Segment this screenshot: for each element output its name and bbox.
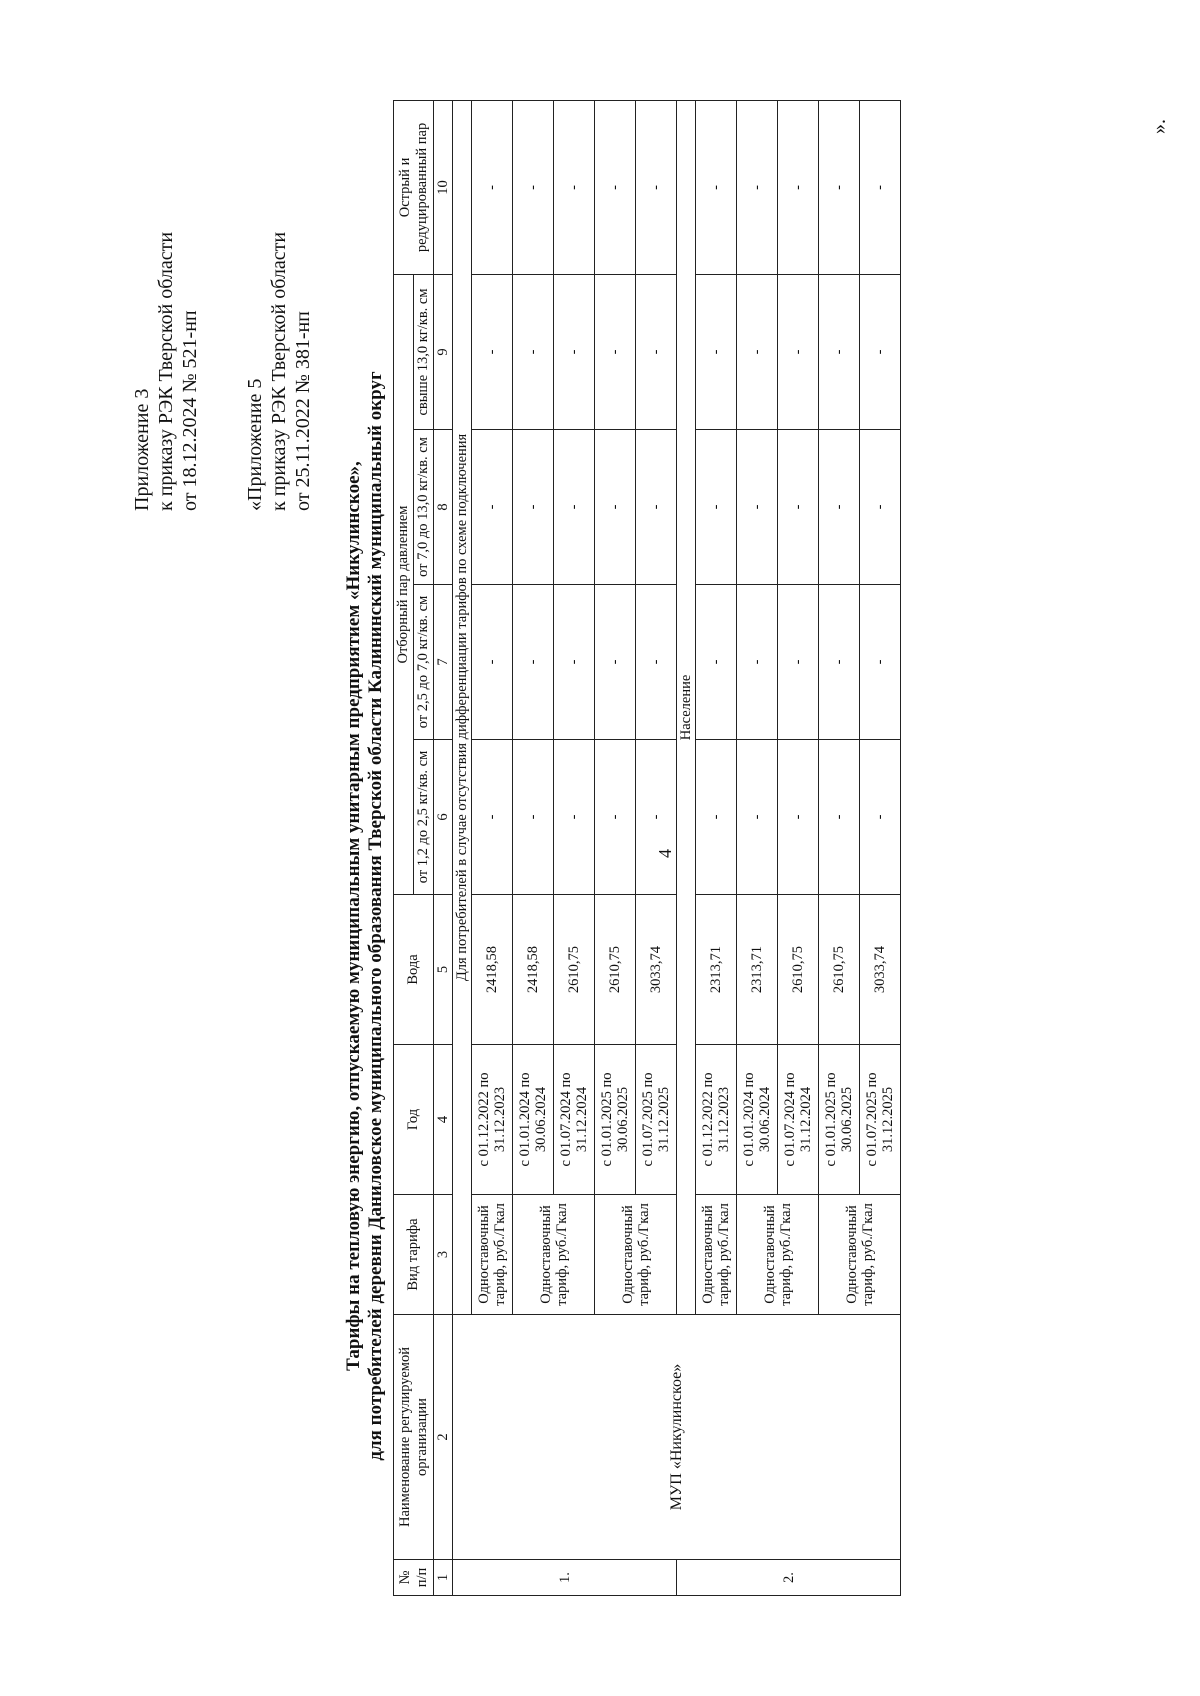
tariff-water: 2418,58 [472, 895, 513, 1045]
header-steam-2: от 2,5 до 7,0 кг/кв. см [414, 585, 434, 740]
tariff-steam-3: - [513, 430, 554, 585]
tariff-period: с 01.07.2025 по 31.12.2025 [636, 1045, 677, 1195]
section-index: 1. [453, 1560, 677, 1596]
tariff-steam-2: - [595, 585, 636, 740]
tariff-steam-1: - [636, 740, 677, 895]
annex-current-line3: от 18.12.2024 № 521-нп [179, 310, 201, 511]
tariff-steam-4: - [472, 274, 513, 429]
col-number: 9 [434, 274, 453, 429]
tariff-steam-1: - [554, 740, 595, 895]
header-type: Вид тарифа [394, 1195, 434, 1315]
tariff-water: 2610,75 [819, 895, 860, 1045]
tariff-steam-1: - [595, 740, 636, 895]
annex-original-line1: «Приложение 5 [244, 378, 266, 511]
tariff-steam-4: - [860, 274, 901, 429]
header-steam-1: от 1,2 до 2,5 кг/кв. см [414, 740, 434, 895]
tariff-water: 2610,75 [595, 895, 636, 1045]
tariff-sharp-steam: - [636, 100, 677, 274]
header-num: № п/п [394, 1560, 434, 1596]
col-number: 3 [434, 1195, 453, 1315]
tariff-period: с 01.01.2024 по 30.06.2024 [737, 1045, 778, 1195]
header-steam-3: от 7,0 до 13,0 кг/кв. см [414, 430, 434, 585]
tariff-water: 2313,71 [696, 895, 737, 1045]
tariff-steam-3: - [819, 430, 860, 585]
tariff-sharp-steam: - [595, 100, 636, 274]
tariff-steam-2: - [778, 585, 819, 740]
closing-quote-mark: ». [1148, 119, 1170, 134]
tariff-water: 3033,74 [636, 895, 677, 1045]
tariff-steam-4: - [595, 274, 636, 429]
title-line2: для потребителей деревни Даниловское муниципального образования Тверской области Калининский муниципальный округ [365, 371, 386, 1461]
annex-original-line3: от 25.11.2022 № 381-нп [292, 311, 314, 511]
annex-current-line1: Приложение 3 [131, 388, 153, 511]
tariff-period: с 01.12.2022 по 31.12.2023 [472, 1045, 513, 1195]
col-number: 5 [434, 895, 453, 1045]
tariff-table [393, 100, 901, 1596]
header-org: Наименование регулируемой организации [394, 1315, 434, 1560]
annex-current-line2: к приказу РЭК Тверской области [155, 231, 177, 511]
tariff-sharp-steam: - [696, 100, 737, 274]
col-number: 4 [434, 1045, 453, 1195]
tariff-steam-1: - [778, 740, 819, 895]
section-title: Для потребителей в случае отсутствия дифференциации тарифов по схеме подключения [453, 100, 472, 1314]
tariff-steam-4: - [696, 274, 737, 429]
tariff-period: с 01.01.2025 по 30.06.2025 [595, 1045, 636, 1195]
col-number: 6 [434, 740, 453, 895]
annex-current [130, 232, 202, 511]
section-row [453, 100, 472, 1595]
tariff-sharp-steam: - [513, 100, 554, 274]
tariff-steam-1: - [696, 740, 737, 895]
header-sharp-steam: Острый и редуцированный пар [394, 100, 434, 274]
tariff-type: Одноставочный тариф, руб./Гкал [819, 1195, 901, 1315]
tariff-steam-3: - [472, 430, 513, 585]
tariff-water: 2418,58 [513, 895, 554, 1045]
page-number: 4 [655, 849, 675, 858]
tariff-steam-2: - [636, 585, 677, 740]
title-line1: Тарифы на тепловую энергию, отпускаемую муниципальным унитарным предприятием «Никулинское», [343, 461, 364, 1371]
tariff-steam-1: - [737, 740, 778, 895]
tariff-water: 2610,75 [554, 895, 595, 1045]
tariff-steam-2: - [860, 585, 901, 740]
col-number: 8 [434, 430, 453, 585]
tariff-steam-4: - [554, 274, 595, 429]
tariff-steam-3: - [636, 430, 677, 585]
tariff-steam-1: - [819, 740, 860, 895]
annex-original-line2: к приказу РЭК Тверской области [268, 231, 290, 511]
tariff-sharp-steam: - [472, 100, 513, 274]
header-steam-group: Отборный пар давлением [394, 274, 414, 894]
tariff-steam-2: - [819, 585, 860, 740]
tariff-type: Одноставочный тариф, руб./Гкал [595, 1195, 677, 1315]
tariff-steam-3: - [860, 430, 901, 585]
col-number: 1 [434, 1560, 453, 1596]
tariff-steam-3: - [778, 430, 819, 585]
tariff-period: с 01.01.2025 по 30.06.2025 [819, 1045, 860, 1195]
tariff-steam-3: - [554, 430, 595, 585]
col-number: 7 [434, 585, 453, 740]
tariff-steam-2: - [696, 585, 737, 740]
tariff-water: 2313,71 [737, 895, 778, 1045]
organization-name: МУП «Никулинское» [453, 1315, 901, 1560]
tariff-sharp-steam: - [554, 100, 595, 274]
tariff-steam-1: - [860, 740, 901, 895]
tariff-sharp-steam: - [819, 100, 860, 274]
header-steam-4: свыше 13,0 кг/кв. см [414, 274, 434, 429]
annex-original [243, 232, 315, 511]
tariff-period: с 01.07.2025 по 31.12.2025 [860, 1045, 901, 1195]
tariff-type: Одноставочный тариф, руб./Гкал [737, 1195, 819, 1315]
tariff-steam-4: - [513, 274, 554, 429]
tariff-steam-4: - [636, 274, 677, 429]
section-title: Население [677, 100, 696, 1314]
tariff-type: Одноставочный тариф, руб./Гкал [472, 1195, 513, 1315]
tariff-steam-3: - [696, 430, 737, 585]
tariff-water: 2610,75 [778, 895, 819, 1045]
header-water: Вода [394, 895, 434, 1045]
col-number: 2 [434, 1315, 453, 1560]
tariff-steam-1: - [513, 740, 554, 895]
tariff-steam-4: - [737, 274, 778, 429]
tariff-steam-4: - [778, 274, 819, 429]
tariff-steam-2: - [737, 585, 778, 740]
tariff-period: с 01.12.2022 по 31.12.2023 [696, 1045, 737, 1195]
tariff-steam-2: - [513, 585, 554, 740]
tariff-sharp-steam: - [737, 100, 778, 274]
tariff-sharp-steam: - [860, 100, 901, 274]
tariff-period: с 01.01.2024 по 30.06.2024 [513, 1045, 554, 1195]
tariff-sharp-steam: - [778, 100, 819, 274]
tariff-steam-2: - [554, 585, 595, 740]
tariff-type: Одноставочный тариф, руб./Гкал [513, 1195, 595, 1315]
tariff-steam-1: - [472, 740, 513, 895]
col-number: 10 [434, 100, 453, 274]
tariff-steam-3: - [595, 430, 636, 585]
document-title [343, 286, 387, 1546]
header-year: Год [394, 1045, 434, 1195]
tariff-period: с 01.07.2024 по 31.12.2024 [778, 1045, 819, 1195]
tariff-type: Одноставочный тариф, руб./Гкал [696, 1195, 737, 1315]
tariff-period: с 01.07.2024 по 31.12.2024 [554, 1045, 595, 1195]
section-index: 2. [677, 1560, 901, 1596]
tariff-steam-4: - [819, 274, 860, 429]
tariff-water: 3033,74 [860, 895, 901, 1045]
column-numbers-row [434, 100, 453, 1595]
tariff-steam-3: - [737, 430, 778, 585]
tariff-steam-2: - [472, 585, 513, 740]
